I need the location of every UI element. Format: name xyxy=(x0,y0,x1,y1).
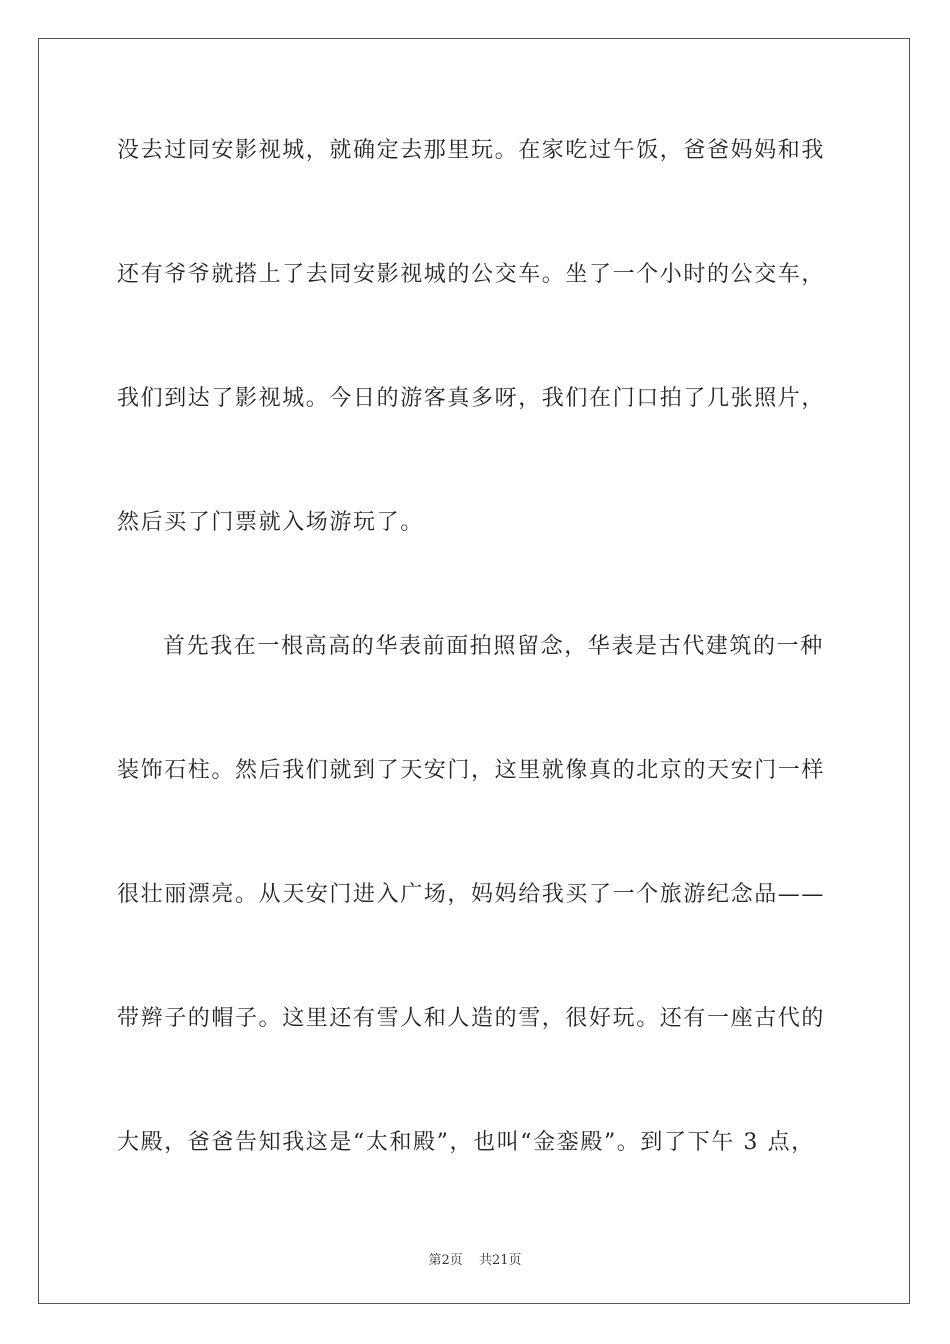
text-line: 带辫子的帽子。这里还有雪人和人造的雪，很好玩。还有一座古代的 xyxy=(117,1006,826,1031)
text-line: 然后买了门票就入场游玩了。 xyxy=(117,510,424,535)
text-line: 没去过同安影视城，就确定去那里玩。在家吃过午饭，爸爸妈妈和我 xyxy=(117,138,826,163)
text-line: 还有爷爷就搭上了去同安影视城的公交车。坐了一个小时的公交车， xyxy=(117,262,826,287)
page-footer xyxy=(0,1249,950,1268)
text-line: 很壮丽漂亮。从天安门进入广场，妈妈给我买了一个旅游纪念品—— xyxy=(117,882,826,907)
page-number: 第2页 xyxy=(428,1253,463,1268)
text-line: 大殿，爸爸告知我这是“太和殿”，也叫“金銮殿”。到了下午 3 点， xyxy=(117,1130,815,1155)
text-line: 首先我在一根高高的华表前面拍照留念，华表是古代建筑的一种 xyxy=(163,634,824,659)
text-line: 我们到达了影视城。今日的游客真多呀，我们在门口拍了几张照片， xyxy=(117,386,826,411)
page-border xyxy=(38,38,910,1304)
page-total: 共21页 xyxy=(478,1253,522,1268)
text-line: 装饰石柱。然后我们就到了天安门，这里就像真的北京的天安门一样 xyxy=(117,758,826,783)
